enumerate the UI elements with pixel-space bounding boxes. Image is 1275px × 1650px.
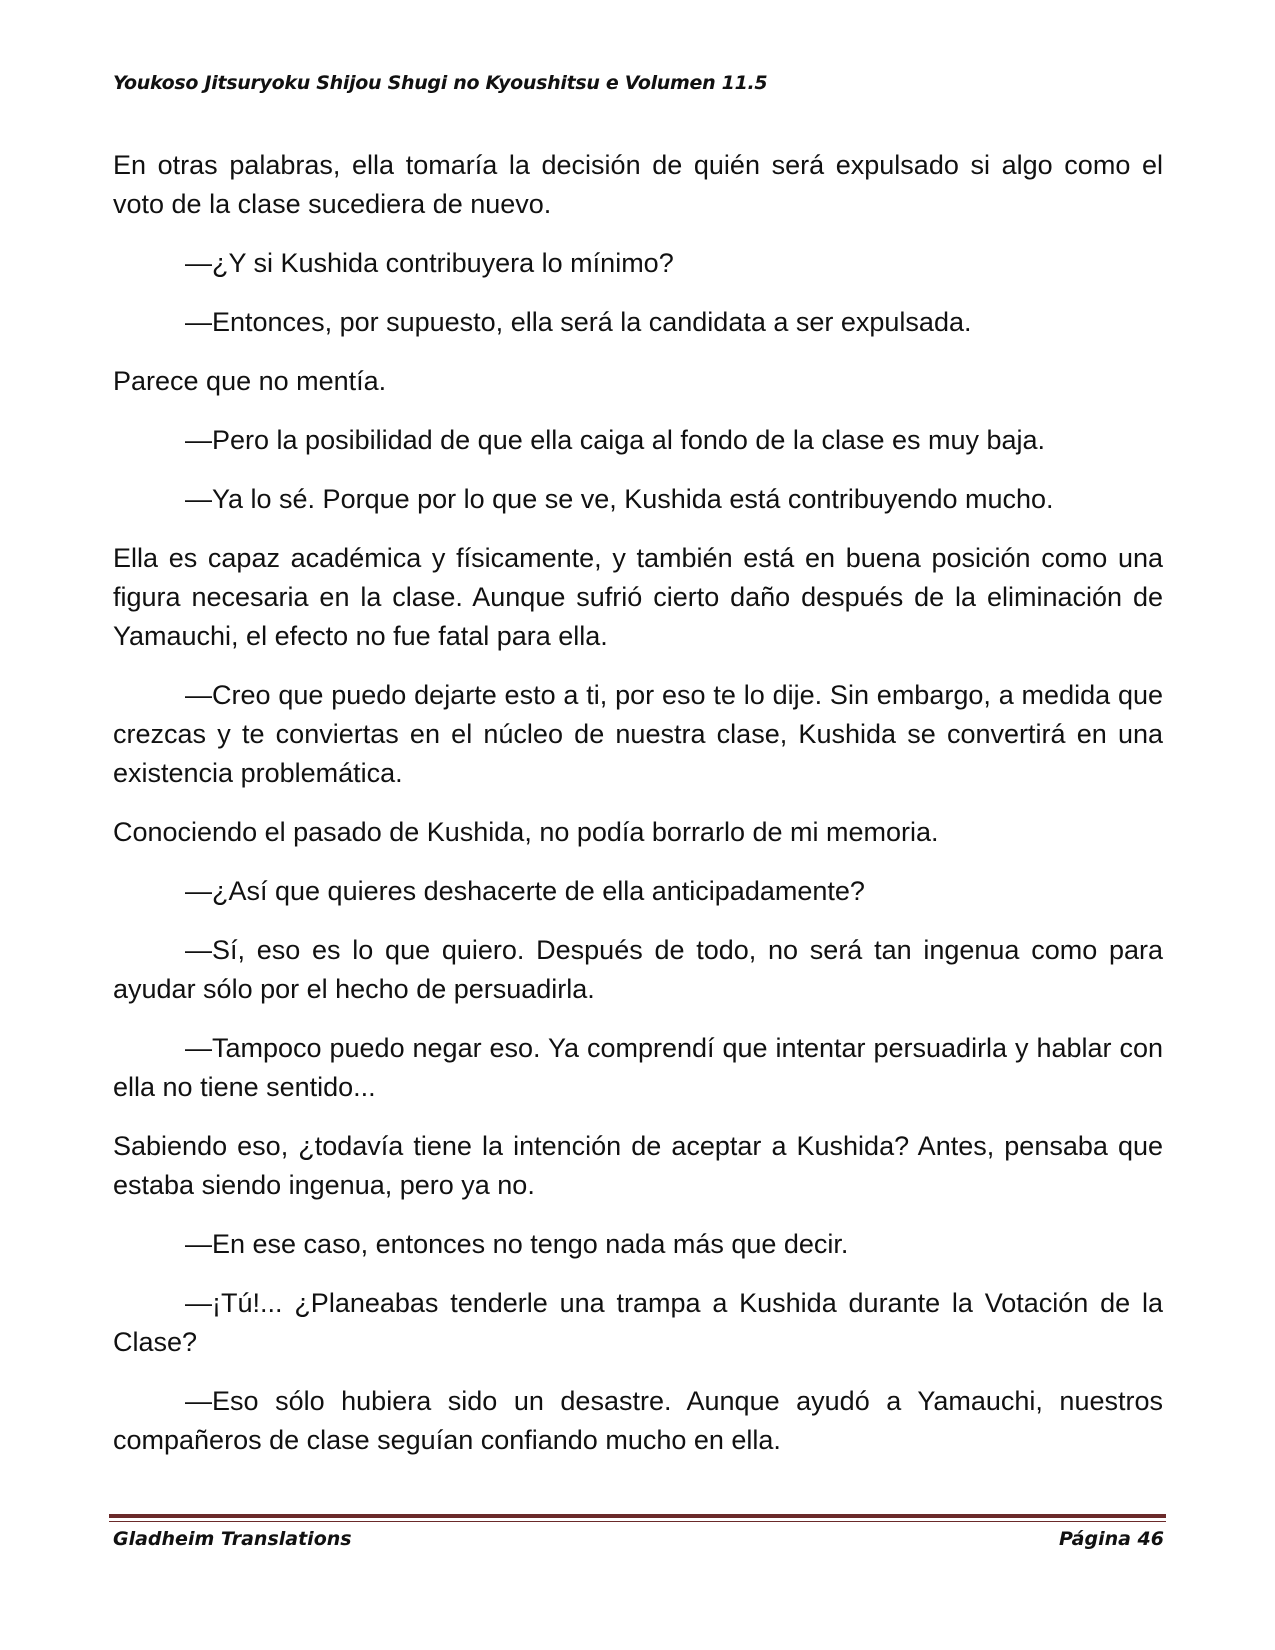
- paragraph: —En ese caso, entonces no tengo nada más que decir.: [185, 1229, 849, 1259]
- paragraph: Conociendo el pasado de Kushida, no podía borrarlo de mi memoria.: [113, 817, 939, 847]
- paragraph: —Eso sólo hubiera sido un desastre. Aunque ayudó a Yamauchi, nuestros compañeros de clase seguían confiando mucho en ella.: [113, 1386, 1163, 1455]
- page-body: [113, 146, 1163, 1480]
- footer-divider-thin: [109, 1521, 1166, 1522]
- footer-credit: Gladheim Translations: [113, 1528, 352, 1550]
- paragraph: —¿Y si Kushida contribuyera lo mínimo?: [185, 248, 674, 278]
- paragraph: —Ya lo sé. Porque por lo que se ve, Kushida está contribuyendo mucho.: [185, 484, 1054, 514]
- paragraph: —Tampoco puedo negar eso. Ya comprendí que intentar persuadirla y hablar con ella no tiene sentido...: [113, 1033, 1163, 1102]
- paragraph: —Entonces, por supuesto, ella será la candidata a ser expulsada.: [185, 307, 972, 337]
- paragraph: Sabiendo eso, ¿todavía tiene la intención de aceptar a Kushida? Antes, pensaba que estaba siendo ingenua, pero ya no.: [113, 1131, 1163, 1200]
- paragraph: —¿Así que quieres deshacerte de ella anticipadamente?: [185, 876, 865, 906]
- paragraph: En otras palabras, ella tomaría la decisión de quién será expulsado si algo como el voto de la clase sucediera de nuevo.: [113, 150, 1163, 219]
- page-number: Página 46: [1058, 1528, 1164, 1550]
- paragraph: Parece que no mentía.: [113, 366, 387, 396]
- paragraph: —Creo que puedo dejarte esto a ti, por eso te lo dije. Sin embargo, a medida que crezcas y te conviertas en el núcleo de nuestra clase, Kushida se convertirá en una existencia problemática.: [113, 680, 1163, 788]
- paragraph: —Sí, eso es lo que quiero. Después de todo, no será tan ingenua como para ayudar sólo por el hecho de persuadirla.: [113, 935, 1163, 1004]
- paragraph: —Pero la posibilidad de que ella caiga al fondo de la clase es muy baja.: [185, 425, 1046, 455]
- footer-divider: [109, 1514, 1166, 1518]
- page-header-title: Youkoso Jitsuryoku Shijou Shugi no Kyoushitsu e Volumen 11.5: [113, 72, 768, 94]
- paragraph: Ella es capaz académica y físicamente, y también está en buena posición como una figura necesaria en la clase. Aunque sufrió cierto daño después de la eliminación de Yamauchi, el efecto no fue fatal para ella.: [113, 543, 1163, 651]
- paragraph: —¡Tú!... ¿Planeabas tenderle una trampa a Kushida durante la Votación de la Clase?: [113, 1288, 1163, 1357]
